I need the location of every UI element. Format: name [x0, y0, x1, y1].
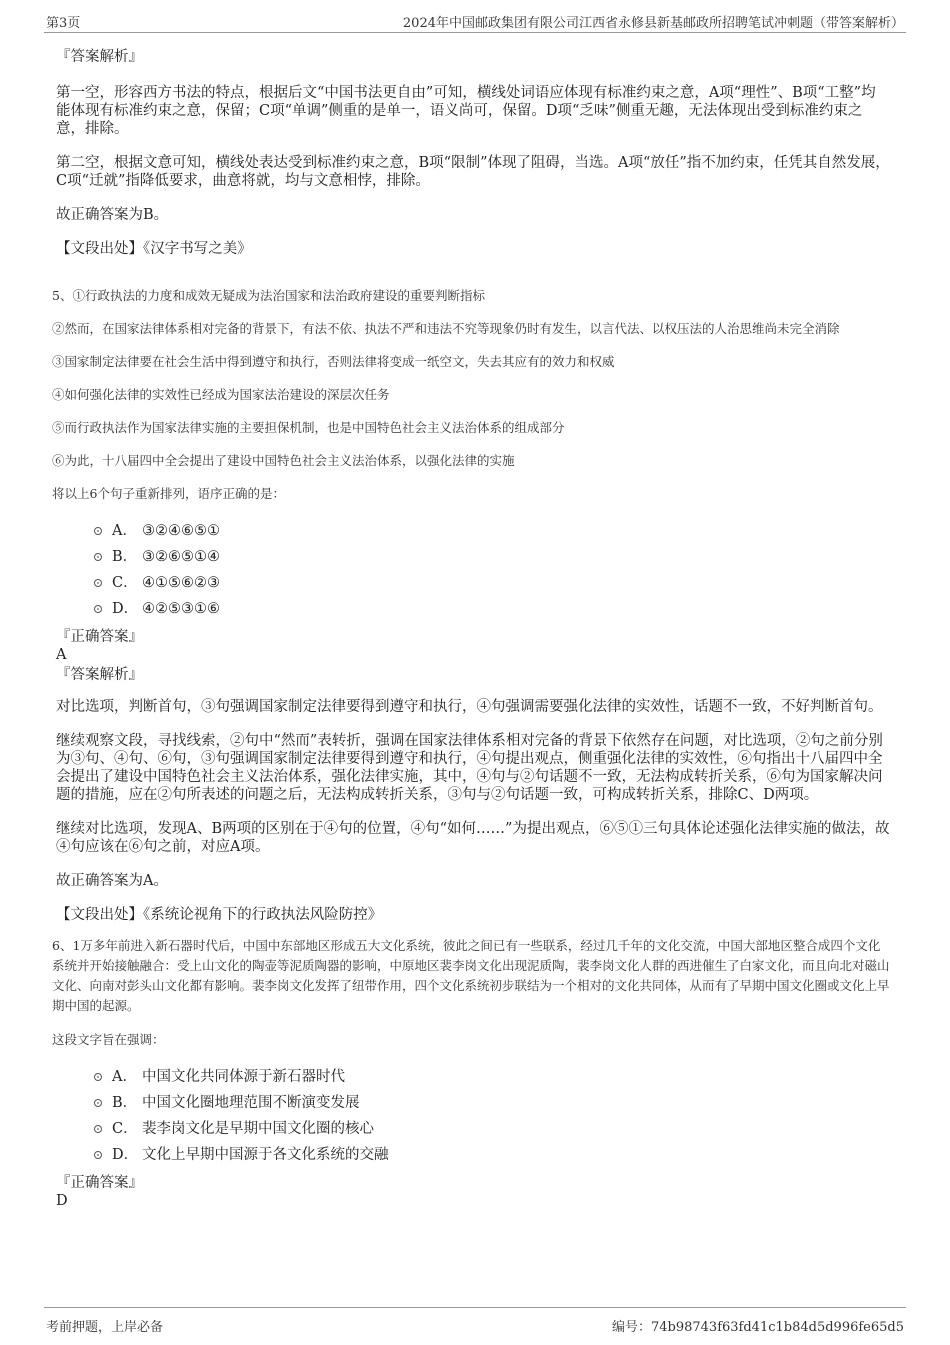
option-text: 文化上早期中国源于各文化系统的交融 — [142, 1147, 389, 1163]
option-text: 中国文化共同体源于新石器时代 — [142, 1069, 345, 1085]
q6-option-a[interactable] — [52, 1064, 890, 1090]
q6-prompt: 这段文字旨在强调： — [52, 1032, 165, 1047]
q5-stem-2: ②然而，在国家法律体系相对完备的背景下，有法不依、执法不严和违法不究等现象仍时有发生，以言代法、以权压法的人治思维尚未完全消除 — [52, 321, 840, 336]
option-text: ④②⑤③①⑥ — [142, 601, 220, 617]
radio-icon[interactable] — [94, 605, 102, 613]
option-text: ④①⑤⑥②③ — [142, 575, 220, 591]
radio-icon[interactable] — [94, 1073, 102, 1081]
footer-slogan: 考前押题，上岸必备 — [46, 1320, 164, 1335]
q6-stem: 6、1万多年前进入新石器时代后，中国中东部地区形成五大文化系统，彼此之间已有一些联系，经过几千年的文化交流，中国大部地区整合成四个文化系统并开始接触融合：受上山文化的陶壶等泥质陶器的影响，中原地区裴李岗文化出现泥质陶，裴李岗文化人群的西进催生了白家文化，而且向北对磁山文化、向南对彭头山文化都有影响。裴李岗文化发挥了纽带作用，四个文化系统初步联结为一个相对的文化共同体，从而有了早期中国文化圈或文化上早期中国的起源。 — [52, 938, 890, 1013]
q5-analysis-p1: 对比选项，判断首句，③句强调国家制定法律要得到遵守和执行，④句强调需要强化法律的实效性，话题不一致，不好判断首句。 — [56, 699, 883, 715]
q5-analysis-p3: 继续对比选项，发现A、B两项的区别在于④句的位置，④句“如何……”为提出观点，⑥⑤①三句具体论述强化法律实施的做法，故④句应该在⑥句之前，对应A项。 — [56, 821, 890, 855]
radio-icon[interactable] — [94, 1125, 102, 1133]
q4-analysis-p1: 第一空，形容西方书法的特点，根据后文“中国书法更自由”可知，横线处词语应体现有标准约束之意，A项“理性”、B项“工整”均能体现有标准约束之意，保留；C项“单调”侧重的是单一，语义尚可，保留。D项“乏味”侧重无趣，无法体现出受到标准约束之意，排除。 — [56, 85, 876, 137]
radio-icon[interactable] — [94, 579, 102, 587]
option-text: 中国文化圈地理范围不断演变发展 — [142, 1095, 360, 1111]
q5-stem-5: ⑤而行政执法作为国家法律实施的主要担保机制，也是中国特色社会主义法治体系的组成部分 — [52, 420, 565, 435]
q5-analysis-p2: 继续观察文段，寻找线索，②句中“然而”表转折，强调在国家法律体系相对完备的背景下依然存在问题，对比选项，②句之前分别为③句、④句、⑥句，③句强调国家制定法律要得到遵守和执行，④句提出观点，侧重强化法律的实效性，⑥句指出十八届四中全会提出了建设中国特色社会主义法治体系，强化法律实施，其中，④句与②句话题不一致，无法构成转折关系，⑥句为国家解决问题的措施，应在②句所表述的问题之后，无法构成转折关系，③句与②句话题一致，可构成转折关系，排除C、D两项。 — [56, 733, 883, 803]
q5-conclusion: 故正确答案为A。 — [56, 873, 168, 889]
q4-conclusion: 故正确答案为B。 — [56, 207, 169, 223]
radio-icon[interactable] — [94, 1099, 102, 1107]
option-letter: D． — [112, 601, 139, 617]
radio-icon[interactable] — [94, 527, 102, 535]
q5-options — [52, 518, 890, 622]
option-text: 裴李岗文化是早期中国文化圈的核心 — [142, 1121, 374, 1137]
q5-prompt: 将以上6个句子重新排列，语序正确的是： — [52, 486, 285, 501]
radio-icon[interactable] — [94, 1151, 102, 1159]
option-text: ③②④⑥⑤① — [142, 523, 220, 539]
q4-analysis-label: 『答案解析』 — [56, 49, 143, 65]
radio-icon[interactable] — [94, 553, 102, 561]
q4-analysis-p2: 第二空，根据文意可知，横线处表达受到标准约束之意，B项“限制”体现了阻碍，当选。A项“放任”指不加约束，任凭其自然发展，C项“迁就”指降低要求，曲意将就，均与文意相悖，排除。 — [56, 155, 890, 189]
q5-option-a[interactable] — [52, 518, 890, 544]
q5-option-d[interactable] — [52, 596, 890, 622]
q4-source: 【文段出处】《汉字书写之美》 — [56, 241, 252, 257]
page-footer — [44, 1307, 906, 1338]
q5-answer-label: 『正确答案』 — [56, 629, 143, 645]
option-letter: A． — [112, 523, 137, 539]
option-letter: C． — [112, 1121, 138, 1137]
option-letter: C． — [112, 575, 138, 591]
q6-option-b[interactable] — [52, 1090, 890, 1116]
q6-option-d[interactable] — [52, 1142, 890, 1168]
option-text: ③②⑥⑤①④ — [142, 549, 220, 565]
page-content — [52, 44, 890, 1210]
q5-source: 【文段出处】《系统论视角下的行政执法风险防控》 — [56, 907, 383, 923]
option-letter: A． — [112, 1069, 137, 1085]
page-header — [44, 12, 906, 33]
q5-option-c[interactable] — [52, 570, 890, 596]
q6-answer-label: 『正确答案』 — [56, 1175, 143, 1191]
q6-options — [52, 1064, 890, 1168]
document-id: 编号：74b98743f63fd41c1b84d5d996fe65d5 — [611, 1320, 904, 1335]
q5-stem-3: ③国家制定法律要在社会生活中得到遵守和执行，否则法律将变成一纸空文，失去其应有的效力和权威 — [52, 354, 615, 369]
q5-analysis-label: 『答案解析』 — [56, 667, 143, 683]
option-letter: B． — [112, 1095, 138, 1111]
page-number: 第3页 — [46, 16, 81, 31]
q5-stem-1: 5、①行政执法的力度和成效无疑成为法治国家和法治政府建设的重要判断指标 — [52, 288, 485, 303]
document-title: 2024年中国邮政集团有限公司江西省永修县新基邮政所招聘笔试冲刺题（带答案解析） — [402, 16, 904, 31]
q6-option-c[interactable] — [52, 1116, 890, 1142]
q5-option-b[interactable] — [52, 544, 890, 570]
q5-answer: A — [56, 647, 67, 663]
option-letter: D． — [112, 1147, 139, 1163]
q5-stem-4: ④如何强化法律的实效性已经成为国家法治建设的深层次任务 — [52, 387, 390, 402]
option-letter: B． — [112, 549, 138, 565]
q6-answer: D — [56, 1193, 68, 1209]
q5-stem-6: ⑥为此，十八届四中全会提出了建设中国特色社会主义法治体系，以强化法律的实施 — [52, 453, 515, 468]
